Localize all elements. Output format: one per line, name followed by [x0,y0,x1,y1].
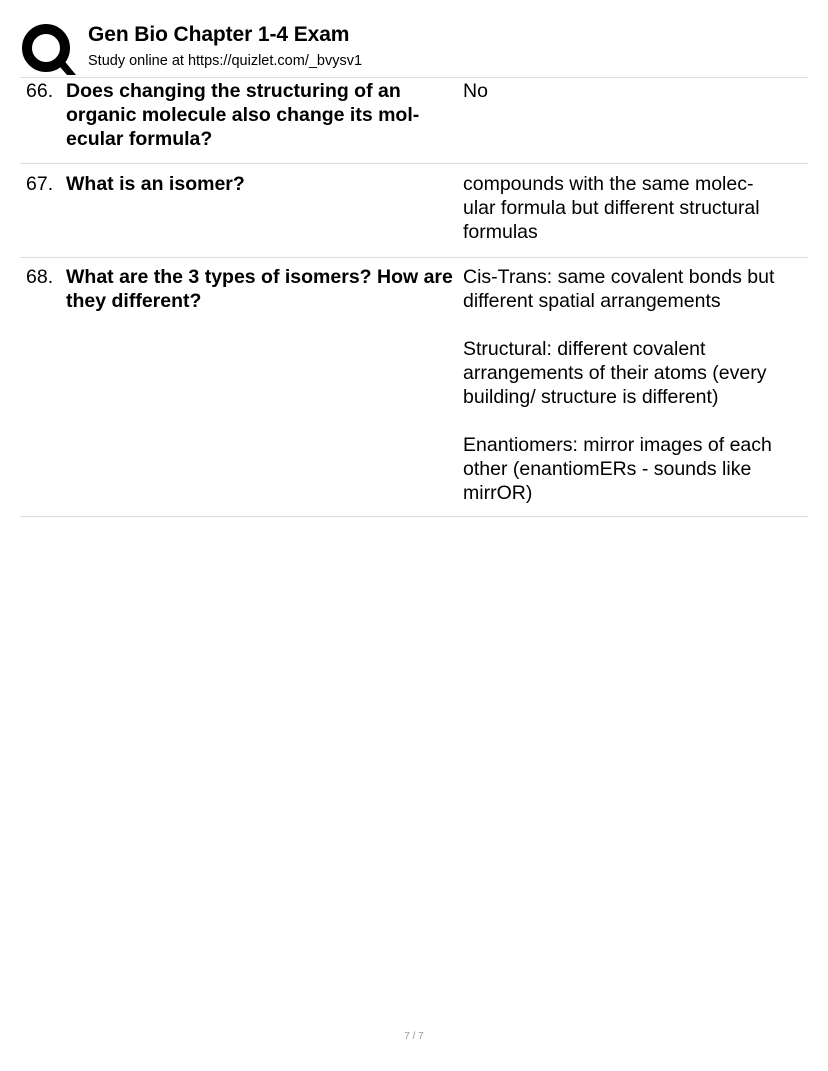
page-number: 7 / 7 [404,1031,424,1042]
study-link-text: Study online at https://quizlet.com/_bvysv1 [88,53,363,69]
card-number: 66. [26,80,54,102]
answer-paragraph-cis-trans: Cis-Trans: same covalent bonds but different spatial arrangements [463,266,775,312]
card-question: Does changing the structuring of an organic molecule also change its mol- ecular formula? [66,80,420,150]
card-number: 68. [26,266,54,288]
divider [20,516,808,517]
card-question: What are the 3 types of isomers? How are they different? [66,266,453,312]
page-header [20,20,808,77]
divider [20,257,808,258]
card-number: 67. [26,173,54,195]
card-answer [463,172,808,244]
card-answer [463,265,808,505]
answer-text: No [463,80,488,102]
document-title: Gen Bio Chapter 1-4 Exam [88,23,350,46]
quizlet-logo-icon [20,22,76,78]
answer-paragraph-structural: Structural: different covalent arrangements of their atoms (every building/ structure is different) [463,338,767,408]
card-answer [463,79,808,103]
card-question: What is an isomer? [66,173,245,195]
divider [20,163,808,164]
answer-text: compounds with the same molec- ular formula but different structural formulas [463,173,760,243]
answer-paragraph-enantiomers: Enantiomers: mirror images of each other (enantiomERs - sounds like mirrOR) [463,434,772,504]
divider [20,77,808,78]
